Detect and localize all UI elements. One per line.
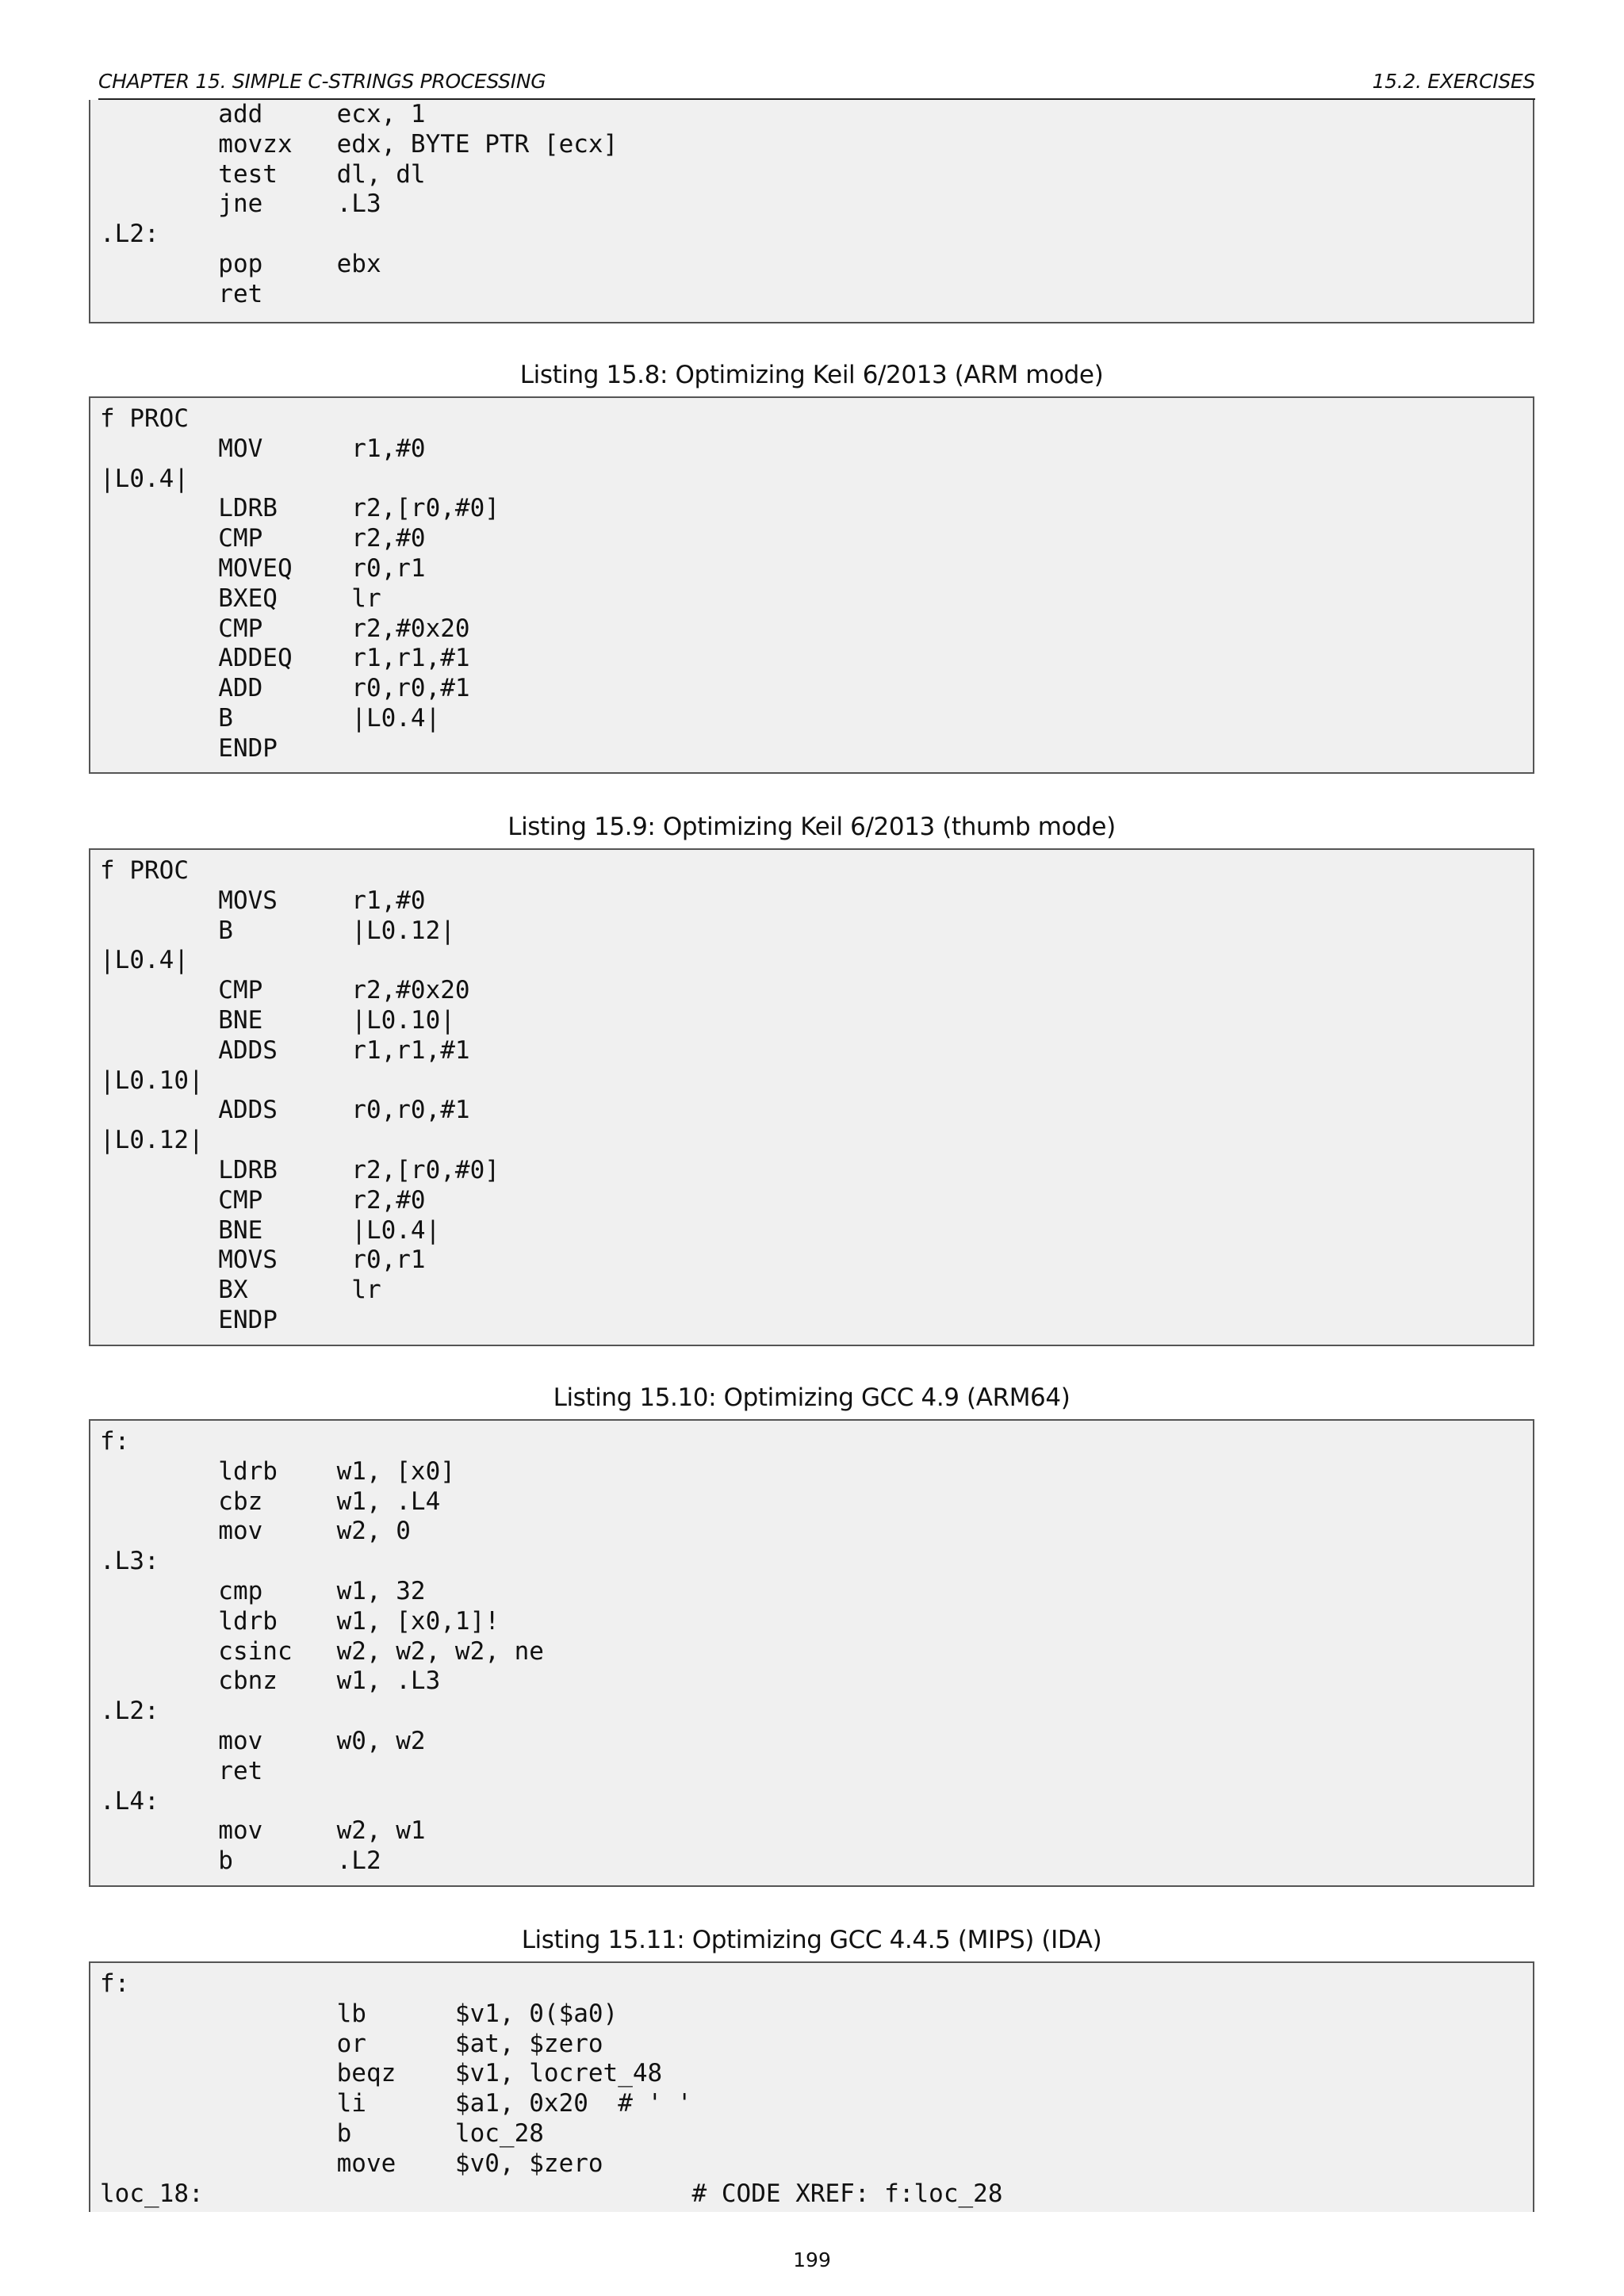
listing-caption-15-10: Listing 15.10: Optimizing GCC 4.9 (ARM64) [553, 1383, 1071, 1412]
code-text: f: ldrb w1, [x0] cbz w1, .L4 mov w2, 0 .L3: cmp w1, 32 ldrb w1, [x0,1]! csinc w2, w2, w2, ne cbnz w1, .L3 .L2: mov w0, w2 ret .L4: mov w2, w1 b .L2 [100, 1427, 544, 1876]
section-title: 15.2. EXERCISES [1372, 70, 1535, 93]
listing-caption-15-9: Listing 15.9: Optimizing Keil 6/2013 (thumb mode) [508, 813, 1116, 841]
code-listing-15-10 [89, 1419, 1534, 1887]
code-text: f: lb $v1, 0($a0) or $at, $zero beqz $v1, locret_48 li $a1, 0x20 # ' ' b loc_28 move $v0, $zero loc_18: # CODE XREF: f:loc_28 [100, 1969, 1003, 2208]
code-text: f PROC MOVS r1,#0 B |L0.12| |L0.4| CMP r2,#0x20 BNE |L0.10| ADDS r1,r1,#1 |L0.10| ADDS r0,r0,#1 |L0.12| LDRB r2,[r0,#0] CMP r2,#0 BNE |L0.4| MOVS r0,r1 BX lr ENDP [100, 856, 500, 1334]
code-listing-15-11 [89, 1961, 1534, 2212]
code-text: add ecx, 1 movzx edx, BYTE PTR [ecx] test dl, dl jne .L3 .L2: pop ebx ret [100, 100, 619, 308]
chapter-title: CHAPTER 15. SIMPLE C-STRINGS PROCESSING [98, 70, 546, 93]
listing-caption-15-11: Listing 15.11: Optimizing GCC 4.4.5 (MIPS) (IDA) [521, 1926, 1102, 1954]
listing-caption-15-8: Listing 15.8: Optimizing Keil 6/2013 (ARM mode) [519, 361, 1104, 389]
code-text: f PROC MOV r1,#0 |L0.4| LDRB r2,[r0,#0] CMP r2,#0 MOVEQ r0,r1 BXEQ lr CMP r2,#0x20 ADDEQ r1,r1,#1 ADD r0,r0,#1 B |L0.4| ENDP [100, 404, 500, 763]
code-listing-15-8 [89, 396, 1534, 774]
code-listing-continued [89, 100, 1534, 323]
page-number: 199 [793, 2248, 831, 2271]
running-header [98, 67, 1535, 100]
code-listing-15-9 [89, 848, 1534, 1346]
